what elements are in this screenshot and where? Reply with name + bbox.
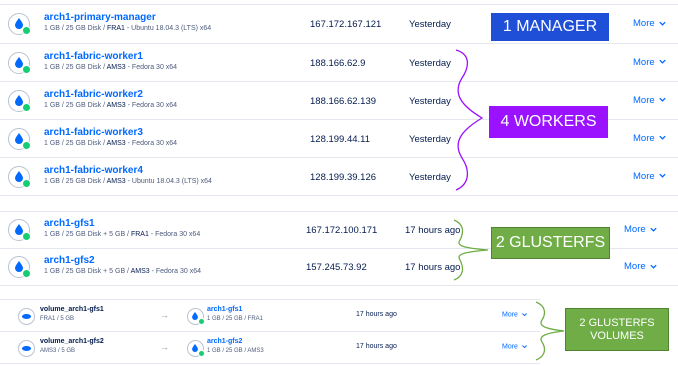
more-label: More	[633, 56, 655, 68]
droplet-meta	[44, 178, 212, 185]
more-menu-button[interactable]	[624, 261, 658, 272]
droplet-ip[interactable]: 167.172.100.171	[306, 225, 378, 236]
droplet-icon	[8, 256, 30, 278]
status-active-icon	[22, 179, 31, 188]
volume-row	[0, 300, 540, 332]
volume-meta: FRA1 / 5 GB	[40, 315, 75, 322]
droplet-region: AMS3	[106, 63, 126, 71]
droplet-specs: 1 GB / 25 GB Disk /	[44, 139, 107, 147]
droplet-specs: 1 GB / 25 GB Disk /	[44, 177, 107, 185]
droplet-specs: 1 GB / 25 GB Disk + 5 GB /	[44, 231, 131, 238]
more-menu-button[interactable]	[502, 343, 528, 350]
droplet-region: AMS3	[130, 268, 150, 275]
droplet-region: AMS3	[106, 139, 126, 147]
status-active-icon	[22, 141, 31, 150]
droplet-name-link[interactable]: arch1-fabric-worker4	[44, 164, 143, 176]
attached-droplet-meta: 1 GB / 25 GB / FRA1	[207, 315, 264, 322]
volume-icon	[18, 308, 35, 325]
droplet-row-worker	[0, 158, 678, 196]
chevron-down-icon	[658, 57, 667, 66]
annotation-volumes-line1: 2 GLUSTERFS	[579, 316, 655, 329]
more-label: More	[624, 224, 646, 235]
annotation-manager: 1 MANAGER	[491, 13, 609, 41]
droplet-name-link[interactable]: arch1-fabric-worker3	[44, 126, 143, 138]
annotation-glusterfs-volumes	[565, 308, 669, 351]
droplet-created: 17 hours ago	[405, 225, 461, 236]
droplet-created: Yesterday	[409, 133, 451, 145]
annotation-glusterfs: 2 GLUSTERFS	[491, 227, 610, 259]
droplet-meta	[44, 268, 201, 275]
droplet-created: Yesterday	[409, 171, 451, 183]
status-active-icon	[198, 350, 205, 357]
droplet-region: FRA1	[107, 25, 125, 32]
annotation-volumes-line2: VOLUMES	[590, 329, 644, 342]
droplet-specs: 1 GB / 25 GB Disk /	[44, 25, 108, 32]
status-active-icon	[22, 269, 31, 278]
droplet-icon	[8, 166, 30, 188]
droplet-name-link[interactable]: arch1-fabric-worker2	[44, 88, 143, 100]
droplet-region: FRA1	[130, 231, 149, 238]
chevron-down-icon	[521, 343, 528, 350]
droplet-specs: 1 GB / 25 GB Disk + 5 GB /	[44, 268, 131, 275]
droplet-ip[interactable]: 157.245.73.92	[306, 262, 367, 273]
more-label: More	[633, 170, 655, 182]
attached-droplet-link[interactable]: arch1-gfs1	[207, 305, 243, 313]
droplet-icon	[8, 90, 30, 112]
droplet-ip[interactable]: 188.166.62.9	[310, 57, 366, 69]
droplet-meta	[44, 231, 200, 238]
more-label: More	[502, 342, 518, 350]
chevron-down-icon	[658, 133, 667, 142]
volume-icon	[18, 340, 35, 357]
droplet-name-link[interactable]: arch1-gfs1	[44, 218, 95, 229]
arrow-right-icon: →	[160, 341, 169, 352]
more-menu-button[interactable]	[624, 224, 658, 235]
droplet-created: 17 hours ago	[405, 262, 461, 273]
droplet-created: Yesterday	[409, 19, 451, 30]
droplet-meta	[44, 64, 177, 71]
droplet-name-link[interactable]: arch1-fabric-worker1	[44, 50, 143, 62]
droplet-meta	[44, 25, 211, 32]
droplet-os: - Fedora 30 x64	[149, 268, 202, 275]
more-menu-button[interactable]	[633, 95, 667, 106]
droplet-specs: 1 GB / 25 GB Disk /	[44, 101, 107, 109]
status-active-icon	[22, 65, 31, 74]
more-menu-button[interactable]	[633, 133, 667, 144]
volume-row	[0, 332, 540, 364]
droplet-meta	[44, 102, 177, 109]
volume-name[interactable]: volume_arch1-gfs2	[40, 337, 104, 345]
droplet-os: - Fedora 30 x64	[125, 139, 178, 147]
droplet-ip[interactable]: 128.199.39.126	[310, 171, 377, 183]
droplet-row-worker	[0, 44, 678, 82]
brace-volumes	[530, 298, 570, 364]
droplet-icon	[187, 340, 204, 357]
chevron-down-icon	[658, 95, 667, 104]
chevron-down-icon	[649, 225, 658, 234]
more-menu-button[interactable]	[633, 57, 667, 68]
status-active-icon	[22, 26, 31, 35]
more-menu-button[interactable]	[633, 18, 667, 29]
status-active-icon	[198, 318, 205, 325]
brace-glusterfs	[450, 216, 495, 284]
chevron-down-icon	[521, 311, 528, 318]
chevron-down-icon	[658, 19, 667, 28]
attached-droplet-meta: 1 GB / 25 GB / AMS3	[207, 347, 264, 354]
droplet-region: AMS3	[106, 177, 126, 185]
droplet-os: - Fedora 30 x64	[148, 231, 201, 238]
droplet-icon	[8, 52, 30, 74]
more-label: More	[633, 18, 655, 29]
more-label: More	[624, 261, 646, 272]
volume-created: 17 hours ago	[356, 342, 397, 350]
droplet-os: - Fedora 30 x64	[125, 63, 178, 71]
droplet-os: - Fedora 30 x64	[125, 101, 178, 109]
droplet-meta	[44, 140, 177, 147]
droplet-icon	[8, 219, 30, 241]
volume-name[interactable]: volume_arch1-gfs1	[40, 305, 104, 313]
attached-droplet-link[interactable]: arch1-gfs2	[207, 337, 243, 345]
droplet-specs: 1 GB / 25 GB Disk /	[44, 63, 107, 71]
droplet-os: - Ubuntu 18.04.3 (LTS) x64	[125, 177, 212, 185]
status-active-icon	[22, 232, 31, 241]
droplet-created: Yesterday	[409, 95, 451, 107]
droplet-ip[interactable]: 167.172.167.121	[310, 19, 382, 30]
annotation-workers: 4 WORKERS	[489, 106, 608, 138]
volume-created: 17 hours ago	[356, 310, 397, 318]
droplet-os: - Ubuntu 18.04.3 (LTS) x64	[124, 25, 212, 32]
status-active-icon	[22, 103, 31, 112]
more-menu-button[interactable]	[502, 311, 528, 318]
droplet-ip[interactable]: 188.166.62.139	[310, 95, 377, 107]
more-label: More	[502, 310, 518, 318]
droplet-region: AMS3	[106, 101, 126, 109]
more-label: More	[633, 132, 655, 144]
more-menu-button[interactable]	[633, 171, 667, 182]
droplet-created: Yesterday	[409, 57, 451, 69]
volume-meta: AMS3 / 5 GB	[40, 347, 76, 354]
arrow-right-icon: →	[160, 309, 169, 320]
droplet-icon	[8, 13, 30, 35]
droplet-icon	[187, 308, 204, 325]
droplet-name-link[interactable]: arch1-primary-manager	[44, 12, 156, 23]
droplet-name-link[interactable]: arch1-gfs2	[44, 255, 95, 266]
chevron-down-icon	[649, 262, 658, 271]
droplet-icon	[8, 128, 30, 150]
more-label: More	[633, 94, 655, 106]
chevron-down-icon	[658, 171, 667, 180]
droplet-ip[interactable]: 128.199.44.11	[310, 133, 371, 145]
